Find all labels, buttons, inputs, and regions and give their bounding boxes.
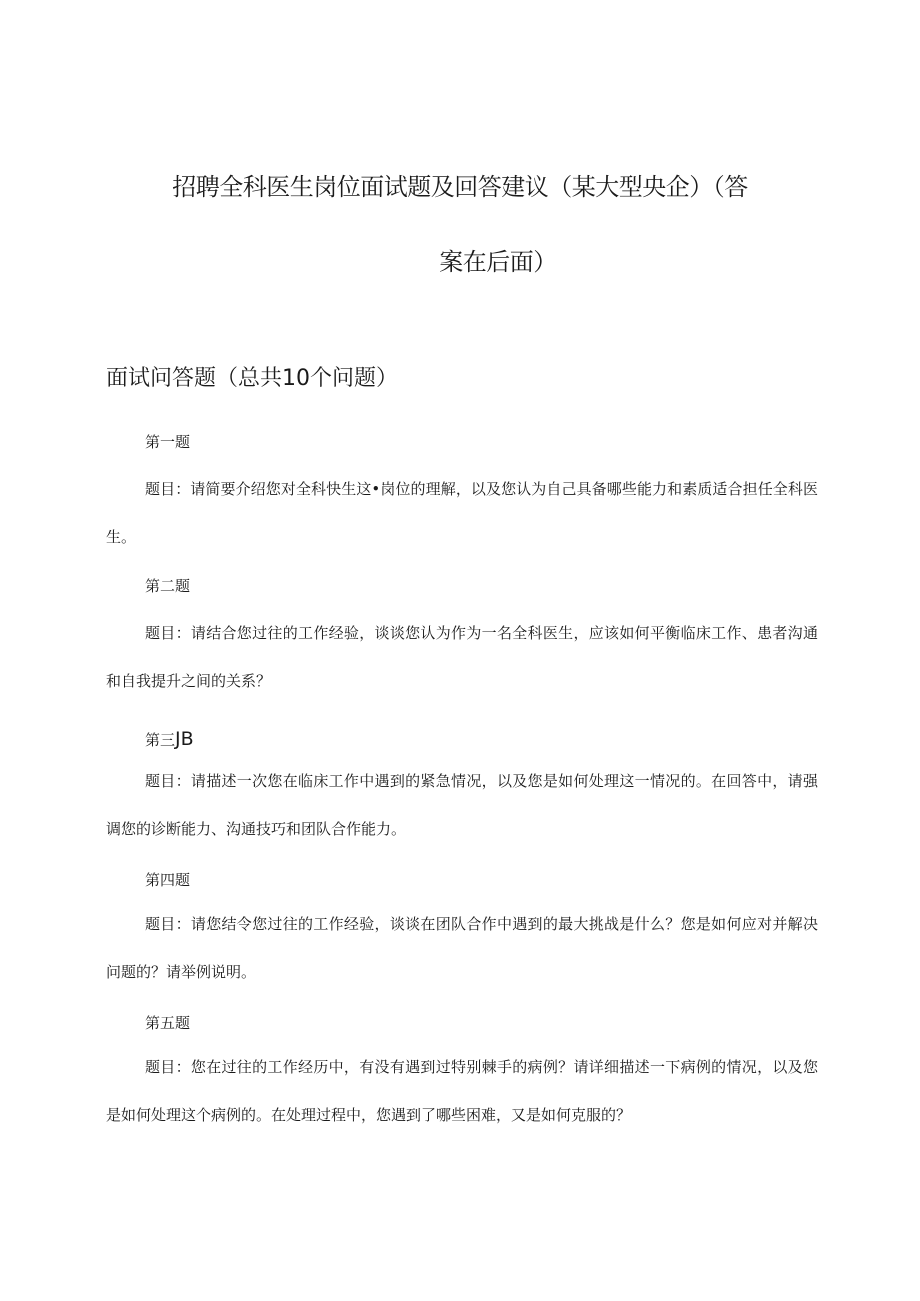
question-4-label: 第四题 bbox=[145, 871, 191, 889]
question-3-label-prefix: 第三 bbox=[145, 731, 176, 749]
question-3-text: 题目：请描述一次您在临床工作中遇到的紧急情况，以及您是如何处理这一情况的。在回答中，请强调您的诊断能力、沟通技巧和团队合作能力。 bbox=[106, 772, 818, 838]
question-3-label-suffix: JB bbox=[175, 728, 194, 750]
question-3-label bbox=[145, 728, 194, 750]
question-5-label: 第五题 bbox=[145, 1014, 191, 1032]
question-2-text: 题目：请结合您过往的工作经验，谈谈您认为作为一名全科医生，应该如何平衡临床工作、患者沟通和自我提升之间的关系？ bbox=[106, 624, 818, 690]
question-5-text: 题目：您在过往的工作经历中，有没有遇到过特别棘手的病例？请详细描述一下病例的情况，以及您是如何处理这个病例的。在处理过程中，您遇到了哪些困难，又是如何克服的？ bbox=[106, 1058, 818, 1124]
question-1-label: 第一题 bbox=[145, 433, 191, 451]
document-title-line-2-text: 案在后面） bbox=[439, 248, 557, 276]
document-title-line-1: 招聘全科医生岗位面试题及回答建议（某大型央企）（答 bbox=[172, 173, 748, 201]
question-2-label: 第二题 bbox=[145, 577, 191, 595]
question-1-text: 题目：请简要介绍您对全科快生这•岗位的理解，以及您认为自己具备哪些能力和素质适合担任全科医生。 bbox=[106, 480, 818, 546]
section-heading: 面试问答题（总共10个问题） bbox=[106, 366, 398, 391]
document-title-line-2 bbox=[0, 242, 920, 277]
question-4-text: 题目：请您结令您过往的工作经验，谈谈在团队合作中遇到的最大挑战是什么？您是如何应对并解决问题的？请举例说明。 bbox=[106, 915, 818, 981]
